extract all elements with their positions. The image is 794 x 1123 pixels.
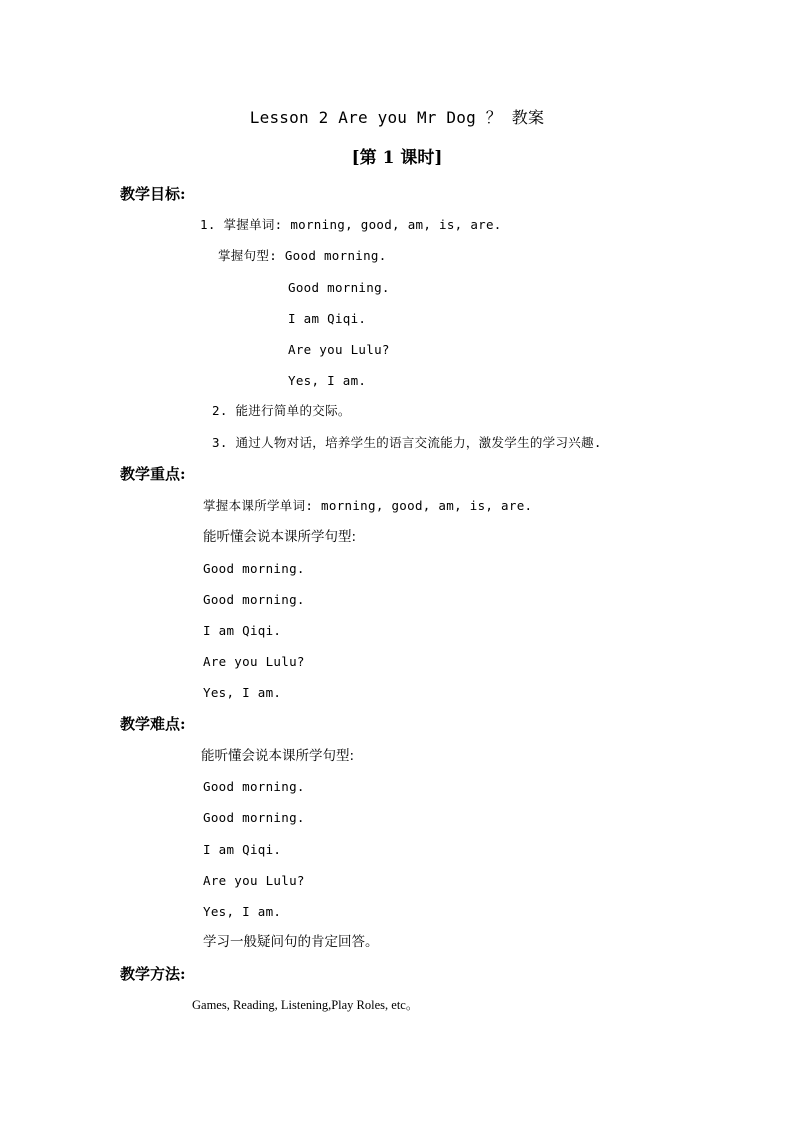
- key-point-sentence: Are you Lulu?: [203, 654, 305, 669]
- objectives-heading: 教学目标:: [120, 185, 186, 203]
- key-point-sentence: Yes, I am.: [203, 685, 282, 700]
- objective-pattern: Yes, I am.: [288, 373, 367, 388]
- difficulty-sentence: I am Qiqi.: [203, 842, 282, 857]
- difficulty-sentence: Good morning.: [203, 810, 305, 825]
- difficulties-closing: 学习一般疑问句的肯定回答。: [203, 934, 379, 950]
- lesson-period-subtitle: [第 1 课时]: [351, 148, 443, 168]
- difficulty-sentence: Good morning.: [203, 779, 305, 794]
- objective-pattern: I am Qiqi.: [288, 311, 367, 326]
- difficulty-sentence: Yes, I am.: [203, 904, 282, 919]
- key-points-heading: 教学重点:: [120, 465, 186, 483]
- key-point-sentence: I am Qiqi.: [203, 623, 282, 638]
- objective-pattern: Are you Lulu?: [288, 342, 390, 357]
- methods-heading: 教学方法:: [120, 965, 186, 983]
- key-point-sentence: Good morning.: [203, 592, 305, 607]
- objective-item-3: 3. 通过人物对话，培养学生的语言交流能力，激发学生的学习兴趣.: [212, 435, 602, 450]
- difficulty-sentence: Are you Lulu?: [203, 873, 305, 888]
- difficulties-intro: 能听懂会说本课所学句型:: [201, 748, 355, 764]
- key-point-sentence: Good morning.: [203, 561, 305, 576]
- objective-item-1: 1. 掌握单词: morning, good, am, is, are.: [200, 217, 502, 232]
- methods-text: Games, Reading, Listening,Play Roles, etc。: [192, 998, 419, 1012]
- objective-item-2: 2. 能进行简单的交际。: [212, 403, 351, 418]
- objective-pattern: Good morning.: [288, 280, 390, 295]
- page-title: Lesson 2 Are you Mr Dog ？ 教案: [249, 108, 545, 127]
- key-points-intro: 能听懂会说本课所学句型:: [203, 529, 357, 545]
- difficulties-heading: 教学难点:: [120, 715, 186, 733]
- key-points-words: 掌握本课所学单词: morning, good, am, is, are.: [203, 498, 533, 513]
- objective-patterns-label: 掌握句型: Good morning.: [218, 248, 387, 263]
